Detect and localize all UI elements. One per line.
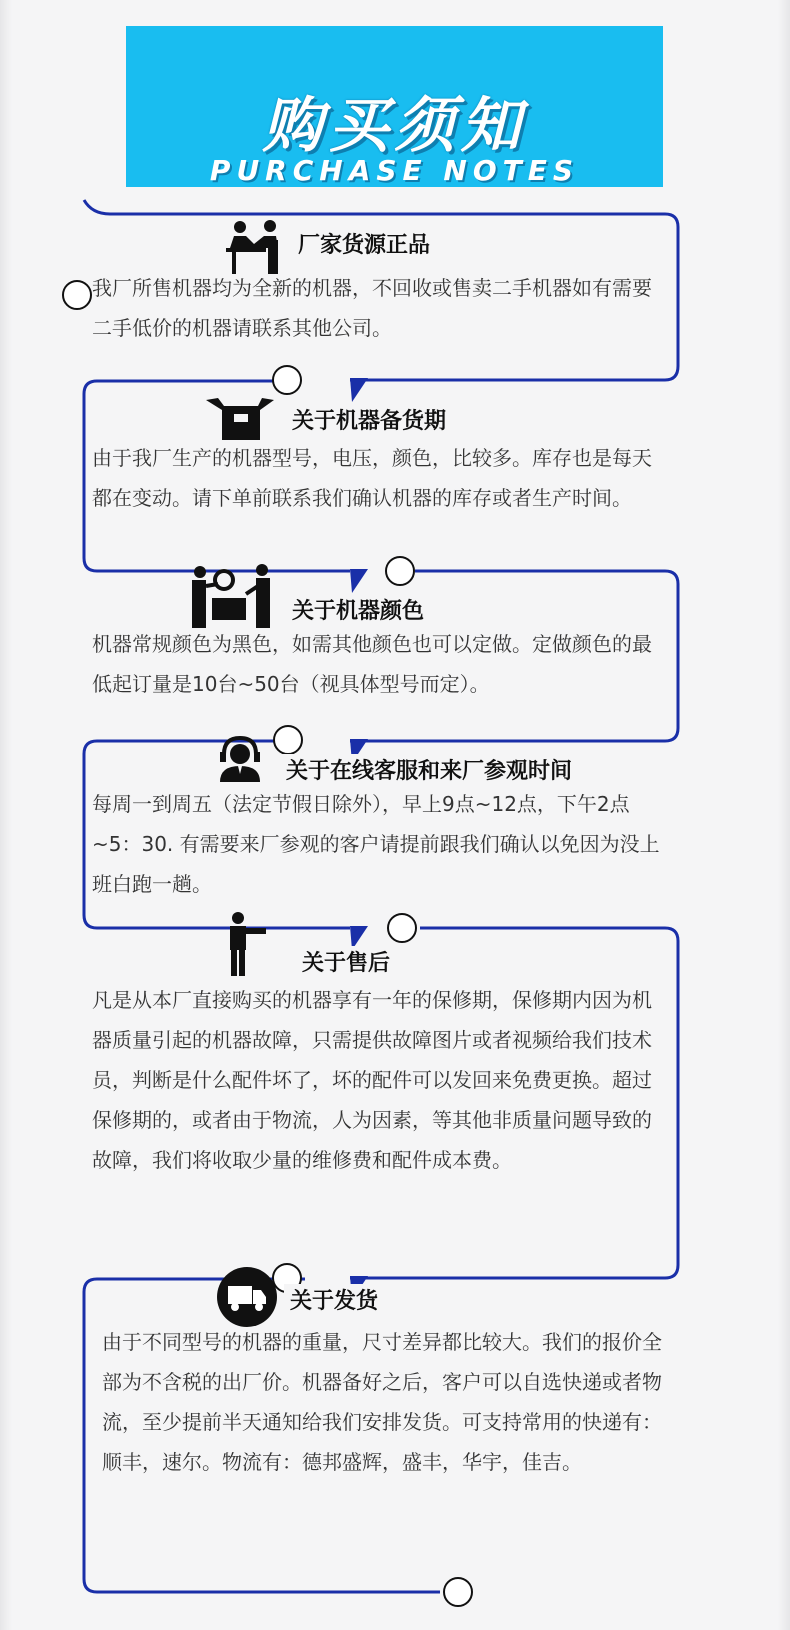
section-title-3: 关于机器颜色 bbox=[286, 594, 430, 625]
flow-node-circle bbox=[386, 557, 414, 585]
flow-node-circle bbox=[63, 281, 91, 309]
flow-node-circle bbox=[388, 914, 416, 942]
flow-node-circle bbox=[444, 1578, 472, 1606]
banner-subtitle: PURCHASE NOTES bbox=[209, 154, 580, 187]
flow-node-circle bbox=[274, 726, 302, 754]
flow-arrow-icon bbox=[350, 569, 368, 593]
section-title-6: 关于发货 bbox=[284, 1284, 384, 1315]
open-box-icon bbox=[204, 396, 276, 444]
banner bbox=[126, 26, 663, 187]
banner-title: 购买须知 bbox=[262, 91, 527, 161]
section-text-2: 由于我厂生产的机器型号，电压，颜色，比较多。库存也是每天都在变动。请下单前联系我们确认机器的库存或者生产时间。 bbox=[92, 446, 652, 510]
section-text-3: 机器常规颜色为黑色，如需其他颜色也可以定做。定做颜色的最低起订量是10台~50台（视具体型号而定）。 bbox=[92, 632, 652, 696]
customer-service-icon bbox=[216, 734, 264, 782]
flow-arrow-icon bbox=[350, 378, 368, 402]
section-title-2: 关于机器备货期 bbox=[286, 404, 452, 435]
section-text-5: 凡是从本厂直接购买的机器享有一年的保修期，保修期内因为机器质量引起的机器故障，只需提供故障图片或者视频给我们技术员，判断是什么配件坏了，坏的配件可以发回来免费更换。超过保修期的，或者由于物流，人为因素，等其他非质量问题导致的故障，我们将收取少量的维修费和配件成本费。 bbox=[92, 988, 652, 1172]
section-title-4: 关于在线客服和来厂参观时间 bbox=[280, 754, 578, 785]
flow-node-circle bbox=[273, 366, 301, 394]
handshake-office-icon bbox=[224, 218, 286, 274]
section-text-6: 由于不同型号的机器的重量，尺寸差异都比较大。我们的报价全部为不含税的出厂价。机器备好之后，客户可以自选快递或者物流，至少提前半天通知给我们安排发货。可支持常用的快递有：顺丰，速尔。物流有：德邦盛辉，盛丰，华宇，佳吉。 bbox=[102, 1330, 662, 1474]
delivery-truck-icon bbox=[216, 1266, 278, 1328]
section-title-1: 厂家货源正品 bbox=[292, 228, 436, 259]
section-title-5: 关于售后 bbox=[296, 946, 396, 977]
section-text-1: 我厂所售机器均为全新的机器，不回收或售卖二手机器如有需要二手低价的机器请联系其他公司。 bbox=[92, 276, 652, 340]
inspection-icon bbox=[186, 564, 278, 628]
section-text-4: 每周一到周五（法定节假日除外），早上9点~12点，下午2点~5：30. 有需要来厂参观的客户请提前跟我们确认以免因为没上班白跑一趟。 bbox=[92, 792, 660, 896]
person-pointing-icon bbox=[222, 912, 268, 976]
